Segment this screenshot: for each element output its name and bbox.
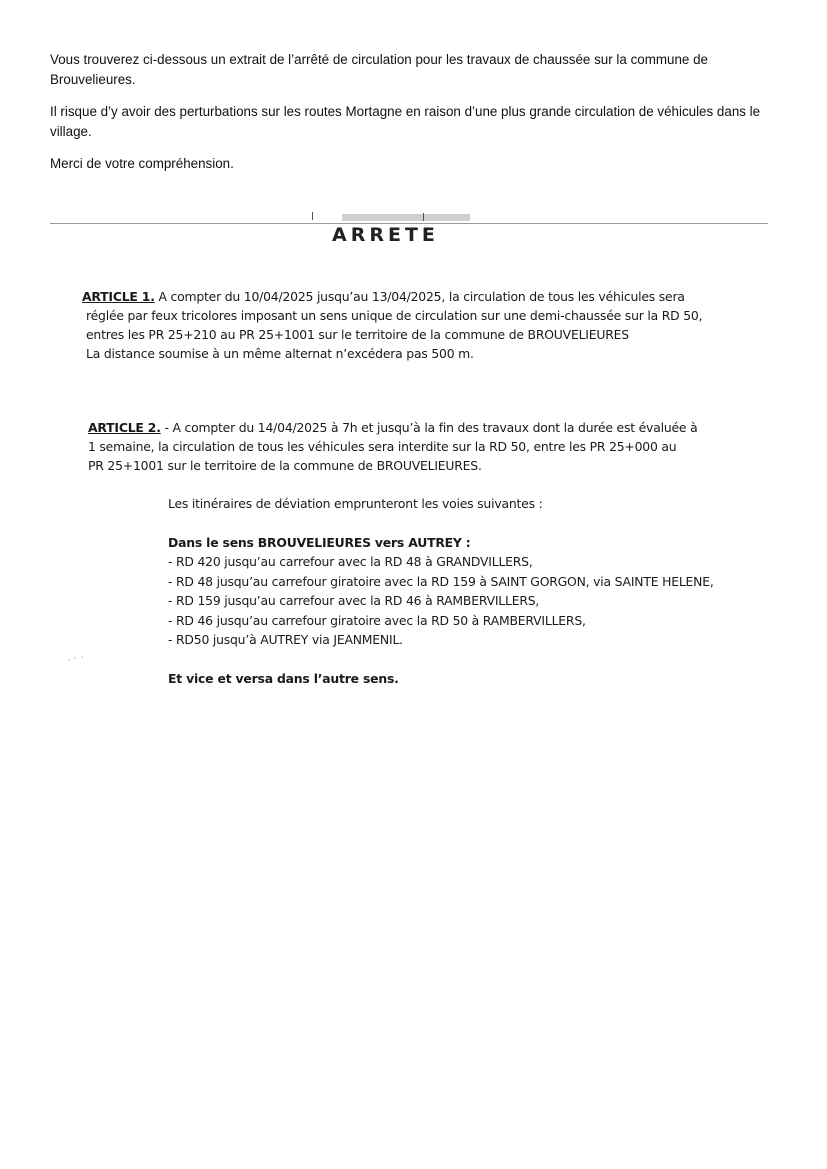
article-2-label: ARTICLE 2. xyxy=(88,420,161,435)
article-1 xyxy=(82,287,742,363)
deviation-closing: Et vice et versa dans l’autre sens. xyxy=(168,670,399,686)
article-2 xyxy=(88,418,748,475)
deviation-sense-title: Dans le sens BROUVELIEURES vers AUTREY : xyxy=(168,534,471,550)
scan-tick-mark xyxy=(312,212,313,220)
scan-speck xyxy=(68,656,86,662)
article-2-line: PR 25+1001 sur le territoire de la commune de BROUVELIEURES. xyxy=(88,458,482,473)
deviation-step: - RD 159 jusqu’au carrefour avec la RD 46 à RAMBERVILLERS, xyxy=(168,593,540,608)
deviation-step: - RD 48 jusqu’au carrefour giratoire avec la RD 159 à SAINT GORGON, via SAINTE HELENE, xyxy=(168,573,714,589)
article-1-line: entres les PR 25+210 au PR 25+1001 sur le territoire de la commune de BROUVELIEURES xyxy=(86,327,629,342)
arrete-scan-excerpt xyxy=(50,210,768,690)
deviation-step: - RD50 jusqu’à AUTREY via JEANMENIL. xyxy=(168,632,403,647)
scan-tick-mark xyxy=(423,213,424,221)
deviation-intro: Les itinéraires de déviation emprunteront les voies suivantes : xyxy=(168,496,543,511)
article-1-label: ARTICLE 1. xyxy=(82,289,155,304)
article-2-line: - A compter du 14/04/2025 à 7h et jusqu’à la fin des travaux dont la durée est évaluée à xyxy=(160,420,698,435)
intro-paragraph-3: Merci de votre compréhension. xyxy=(50,156,234,171)
intro-paragraph-2: Il risque d’y avoir des perturbations sur les routes Mortagne en raison d’une plus grande circulation de véhicules dans le village. xyxy=(50,104,761,139)
deviation-steps-list xyxy=(168,552,728,650)
deviation-step: - RD 46 jusqu’au carrefour giratoire avec la RD 50 à RAMBERVILLERS, xyxy=(168,612,586,628)
article-1-line: A compter du 10/04/2025 jusqu’au 13/04/2025, la circulation de tous les véhicules sera xyxy=(154,289,685,304)
deviation-routes xyxy=(168,494,728,688)
article-1-line: réglée par feux tricolores imposant un sens unique de circulation sur une demi-chaussée sur la RD 50, xyxy=(86,308,703,323)
article-2-line: 1 semaine, la circulation de tous les véhicules sera interdite sur la RD 50, entre les PR 25+000 au xyxy=(88,439,677,454)
arrete-title: ARRETE xyxy=(332,224,439,246)
scan-header-marks xyxy=(312,212,472,221)
scan-gray-bar xyxy=(342,214,470,221)
article-1-line: La distance soumise à un même alternat n’excédera pas 500 m. xyxy=(86,346,474,361)
intro-text xyxy=(50,50,785,186)
intro-paragraph-1: Vous trouverez ci-dessous un extrait de l’arrêté de circulation pour les travaux de chaussée sur la commune de Brouvelieures. xyxy=(50,52,708,87)
deviation-step: - RD 420 jusqu’au carrefour avec la RD 48 à GRANDVILLERS, xyxy=(168,554,533,569)
